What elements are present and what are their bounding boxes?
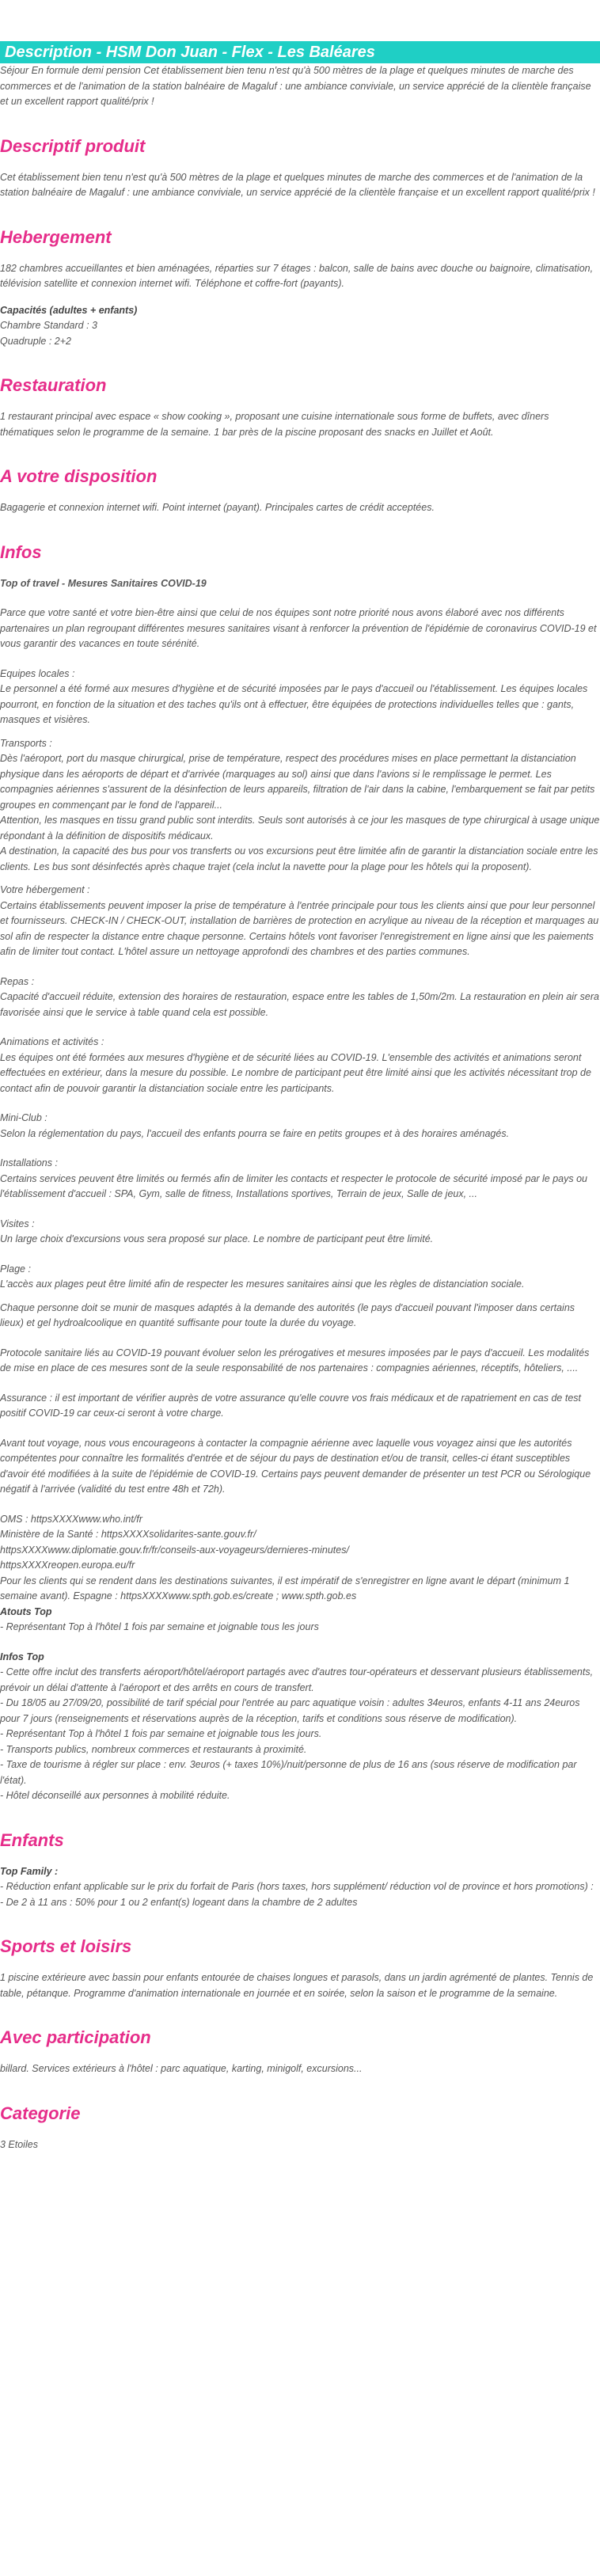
info-link: httpsXXXXreopen.europa.eu/fr — [0, 1560, 135, 1571]
plage-label: Plage : — [0, 1263, 31, 1275]
covid-intro: Parce que votre santé et votre bien-être ainsi que celui de nos équipes sont notre priorité nous avons élaboré avec nos différents partenaires un plan regroupant différentes mesures sanitaires visant à renforcer la prévention de l'épidémie de coronavirus COVID-19 et vous garantir des vacances en toute sérénité. — [0, 607, 597, 649]
equipes-text: Le personnel a été formé aux mesures d'hygiène et de sécurité imposées par le pays d'accueil ou l'établissement. Les équipes locales pourront, en fonction de la situation et des taches qu'ils ont à effectuer, être équipées de protections individuelles telles que : gants, masques et visières. — [0, 683, 588, 725]
installations-label: Installations : — [0, 1157, 58, 1168]
participation-text: billard. Services extérieurs à l'hôtel : parc aquatique, karting, minigolf, excursions... — [0, 2063, 363, 2074]
categorie-text: 3 Etoiles — [0, 2138, 38, 2150]
miniclub-label: Mini-Club : — [0, 1112, 47, 1123]
transports-label: Transports : — [0, 737, 52, 749]
restauration-text: 1 restaurant principal avec espace « show cooking », proposant une cuisine internationale sous forme de buffets, avec dîners thématiques selon le programme de la semaine. 1 bar près de la piscine proposant des snacks en Juillet et Août. — [0, 411, 549, 438]
descriptif-title: Descriptif produit — [0, 135, 146, 156]
capacity-item: Quadruple : 2+2 — [0, 335, 71, 347]
infostop-item: - Du 18/05 au 27/09/20, possibilité de tarif spécial pour l'entrée au parc aquatique voisin : adultes 34euros, enfants 4-11 ans 24euros pour 7 jours (renseignements et réservations auprès de la réception, tarifs et conditions sous réserve de modification). — [0, 1697, 580, 1724]
infostop-item: - Hôtel déconseillé aux personnes à mobilité réduite. — [0, 1790, 230, 1801]
info-link: OMS : httpsXXXXwww.who.int/fr — [0, 1513, 142, 1525]
votre-hebergement-label: Votre hébergement : — [0, 884, 90, 895]
disposition-text: Bagagerie et connexion internet wifi. Point internet (payant). Principales cartes de crédit acceptées. — [0, 502, 435, 513]
atouts-text: - Représentant Top à l'hôtel 1 fois par semaine et joignable tous les jours — [0, 1621, 319, 1632]
repas-text: Capacité d'accueil réduite, extension des horaires de restauration, espace entre les tables de 1,50m/2m. La restauration en plein air sera favorisée ainsi que le service à table quand cela est possible. — [0, 991, 599, 1018]
transports-text: Dès l'aéroport, port du masque chirurgical, prise de température, respect des procédures mises en place permettant la distanciation physique dans les aéroports de départ et d'arrivée (marquages au sol) ainsi que dans l'avions si le remplissage le permet. Les compagnies aériennes s'assurent de la désinfection de leurs appareils, filtration de l'air dans la cabine, l'embarquement se fait par petits groupes en commençant par le fond de l'appareil... — [0, 753, 595, 811]
hebergement-text: 182 chambres accueillantes et bien aménagées, réparties sur 7 étages : balcon, salle de bains avec douche ou baignoire, climatisation, télévision satellite et connexion internet wifi. Téléphone et coffre-fort (payants). — [0, 262, 594, 289]
visites-text: Un large choix d'excursions vous sera proposé sur place. Le nombre de participant peut être limité. — [0, 1233, 434, 1244]
sports-title: Sports et loisirs — [0, 1936, 132, 1956]
info-link: httpsXXXXwww.diplomatie.gouv.fr/fr/conseils-aux-voyageurs/dernieres-minutes/ — [0, 1544, 349, 1556]
enfants-item: - De 2 à 11 ans : 50% pour 1 ou 2 enfant(s) logeant dans la chambre de 2 adultes — [0, 1896, 358, 1908]
masques-text: Chaque personne doit se munir de masques adaptés à la demande des autorités (le pays d'accueil pouvant l'imposer dans certains lieux) et gel hydroalcoolique en quantité suffisante pour toute la durée du voyage. — [0, 1301, 575, 1328]
infostop-item: - Taxe de tourisme à régler sur place : env. 3euros (+ taxes 10%)/nuit/personne de plus de 16 ans (sous réserve de modification par l'état). — [0, 1759, 577, 1786]
sports-text: 1 piscine extérieure avec bassin pour enfants entourée de chaises longues et parasols, dans un jardin agrémenté de plantes. Tennis de table, pétanque. Programme d'animation internationale en journée et en soirée, selon la saison et le programme de la semaine. — [0, 1972, 594, 1999]
plage-text: L'accès aux plages peut être limité afin de respecter les mesures sanitaires ainsi que les règles de distanciation sociale. — [0, 1279, 525, 1290]
capacity-item: Chambre Standard : 3 — [0, 320, 97, 331]
assurance-text: Assurance : il est important de vérifier auprès de votre assurance qu'elle couvre vos frais médicaux et de rapatriement en cas de test positif COVID-19 car ceux-ci seront à votre charge. — [0, 1392, 582, 1419]
animations-text: Les équipes ont été formées aux mesures d'hygiène et de sécurité liées au COVID-19. L'ensemble des activités et animations seront effectuées en extérieur, dans la mesure du possible. Le nombre de participant peut être limité ainsi que les activités nécessitant trop de contact afin de pouvoir garantir la distanciation sociale entre les participants. — [0, 1051, 591, 1094]
hebergement-title: Hebergement — [0, 226, 112, 247]
avant-voyage-text: Avant tout voyage, nous vous encourageons à contacter la compagnie aérienne avec laquelle vous voyagez ainsi que les autorités compétentes pour connaître les formalités d'entrée et de séjour du pays de destination et/ou de transit, celles-ci étant susceptibles d'avoir été modifiées à la suite de l'épidémie de COVID-19. Certains pays peuvent demander de présenter un test PCR ou Sérologique négatif à l'arrivée (validité du test entre 48h et 72h). — [0, 1437, 591, 1495]
top-family-label: Top Family : — [0, 1865, 59, 1877]
infostop-item: - Cette offre inclut des transferts aéroport/hôtel/aéroport partagés avec d'autres tour-opérateurs et desservant plusieurs établissements, prévoir un délai d'attente à l'aéroport et des arrêts en cours de transfert. — [0, 1666, 594, 1693]
disposition-title: A votre disposition — [0, 466, 158, 486]
info-link: Ministère de la Santé : httpsXXXXsolidarites-sante.gouv.fr/ — [0, 1529, 256, 1540]
intro-text: Séjour En formule demi pension Cet établissement bien tenu n'est qu'à 500 mètres de la plage et quelques minutes de marche des commerces et de l'animation de la station balnéaire de Magaluf : une ambiance conviviale, un service apprécié de la clientèle française et un excellent rapport qualité/prix ! — [0, 65, 591, 107]
installations-text: Certains services peuvent être limités ou fermés afin de limiter les contacts et respecter le protocole de sécurité imposé par le pays ou l'établissement d'accueil : SPA, Gym, salle de fitness, Installations sportives, Terrain de jeux, Salle de jeux, ... — [0, 1172, 588, 1199]
animations-label: Animations et activités : — [0, 1036, 104, 1047]
description-banner: Description - HSM Don Juan - Flex - Les Baléares — [0, 41, 600, 63]
transports-text: A destination, la capacité des bus pour vos transferts ou vos excursions peut être limitée afin de garantir la distanciation sociale entre les clients. Les bus sont désinfectés après chaque trajet (cela inclut la navette pour la plage pour les hôtels qui la proposent). — [0, 845, 598, 872]
participation-title: Avec participation — [0, 2027, 151, 2047]
infos-title: Infos — [0, 541, 42, 562]
transports-text: Attention, les masques en tissu grand public sont interdits. Seuls sont autorisés à ce jour les masques de type chirurgical à usage unique répondant à la définition de dispositifs médicaux. — [0, 815, 600, 842]
covid-heading: Top of travel - Mesures Sanitaires COVID-19 — [0, 577, 207, 589]
capacities-label: Capacités (adultes + enfants) — [0, 304, 138, 316]
infostop-label: Infos Top — [0, 1651, 44, 1662]
infostop-item: - Représentant Top à l'hôtel 1 fois par semaine et joignable tous les jours. — [0, 1728, 322, 1739]
descriptif-text: Cet établissement bien tenu n'est qu'à 500 mètres de la plage et quelques minutes de marche des commerces et de l'animation de la station balnéaire de Magaluf : une ambiance conviviale, un service apprécié de la clientèle française et un excellent rapport qualité/prix ! — [0, 171, 595, 198]
restauration-title: Restauration — [0, 375, 107, 395]
infostop-item: - Transports publics, nombreux commerces et restaurants à proximité. — [0, 1743, 307, 1755]
enfants-item: - Réduction enfant applicable sur le prix du forfait de Paris (hors taxes, hors supplément/ réduction vol de province et hors promotions) : — [0, 1881, 594, 1892]
enfants-title: Enfants — [0, 1829, 64, 1850]
equipes-label: Equipes locales : — [0, 667, 75, 679]
protocole-text: Protocole sanitaire liés au COVID-19 pouvant évoluer selon les prérogatives et mesures imposées par le pays d'accueil. Les modalités de mise en place de ces mesures sont de la seule responsabilité de nos partenaires : compagnies aériennes, réceptifs, hôteliers, .... — [0, 1347, 590, 1373]
atouts-label: Atouts Top — [0, 1605, 52, 1617]
miniclub-text: Selon la réglementation du pays, l'accueil des enfants pourra se faire en petits groupes et à des horaires aménagés. — [0, 1127, 510, 1139]
visites-label: Visites : — [0, 1218, 35, 1229]
info-link: Pour les clients qui se rendent dans les destinations suivantes, il est impératif de s'enregistrer en ligne avant le départ (minimum 1 semaine avant). Espagne : httpsXXXXwww.spth.gob.es/create ; www.spth.gob.es — [0, 1575, 570, 1601]
categorie-title: Categorie — [0, 2103, 81, 2123]
repas-label: Repas : — [0, 975, 35, 987]
votre-hebergement-text: Certains établissements peuvent imposer la prise de température à l'entrée principale pour tous les clients ainsi que pour leur personnel et fournisseurs. CHECK-IN / CHECK-OUT, installation de barrières de protection en acrylique au niveau de la réception et marquages au sol afin de respecter la distance entre chaque personne. Certains hôtels vont favoriser l'enregistrement en ligne ainsi que les paiements afin de limiter tout contact. L'hôtel assure un nettoyage approfondi des chambres et des parties communes. — [0, 899, 599, 957]
